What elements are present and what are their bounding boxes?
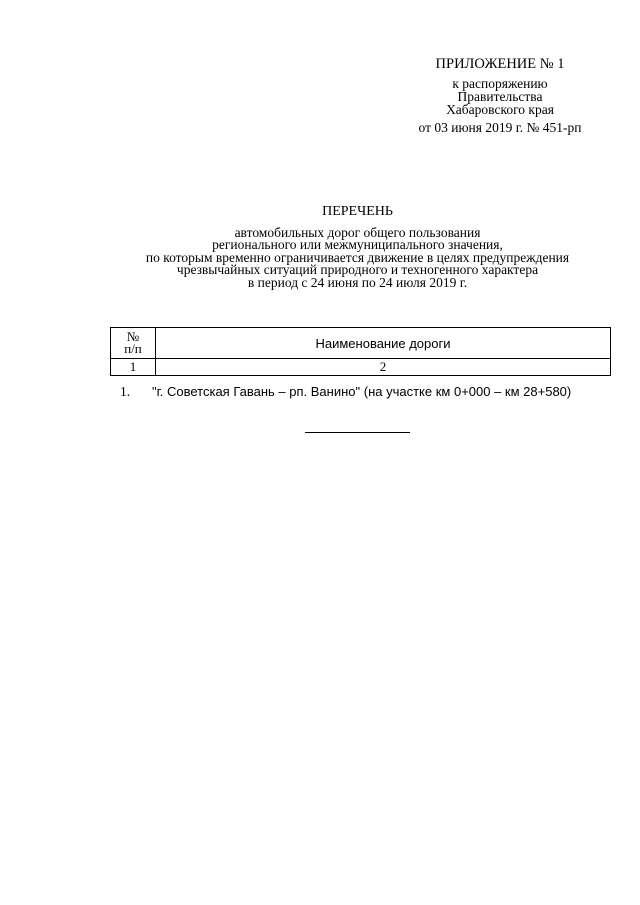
annex-government: Правительства: [457, 89, 543, 104]
row-number: 1.: [120, 384, 131, 399]
annex-title: ПРИЛОЖЕНИЕ № 1: [435, 56, 565, 72]
heading-line-2: регионального или межмуниципального значения,: [212, 237, 503, 252]
col-number-header-sign: №: [126, 329, 140, 344]
row-road-name: "г. Советская Гавань – рп. Ванино" (на участке км 0+000 – км 28+580): [152, 384, 572, 399]
annex-block: [395, 58, 605, 134]
col-number-index: 1: [111, 359, 156, 376]
document-heading: [100, 206, 615, 289]
col-number-header-abbr: п/п: [124, 341, 142, 356]
heading-line-5: в период с 24 июня по 24 июля 2019 г.: [247, 274, 468, 290]
annex-region: Хабаровского края: [446, 102, 554, 117]
document-title: ПЕРЕЧЕНЬ: [322, 204, 393, 219]
annex-to-order: к распоряжению: [452, 76, 548, 91]
heading-line-3: по которым временно ограничивается движение в целях предупреждения: [145, 249, 570, 265]
table-index-row: [111, 359, 611, 376]
annex-date-number: от 03 июня 2019 г. № 451-рп: [418, 120, 582, 135]
roads-table: [110, 327, 611, 376]
col-name-header: Наименование дороги: [156, 328, 611, 359]
heading-line-1: автомобильных дорог общего пользования: [234, 224, 481, 240]
heading-line-4: чрезвычайных ситуаций природного и техногенного характера: [176, 262, 539, 277]
end-divider: [305, 432, 410, 433]
col-name-index: 2: [156, 359, 611, 376]
col-number-header: [111, 328, 156, 359]
table-header-row: [111, 328, 611, 359]
